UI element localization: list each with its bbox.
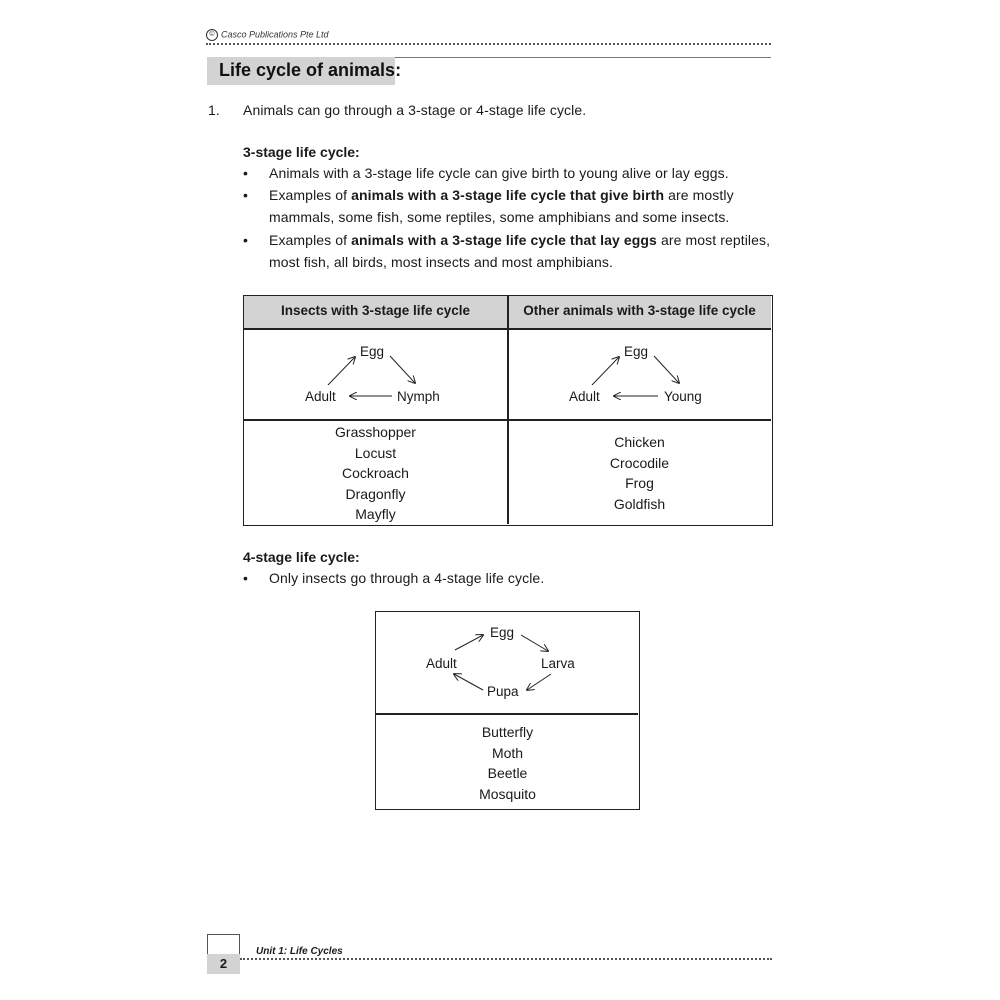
b2-bold: animals with a 3-stage life cycle that give birth: [351, 187, 665, 203]
list-item: Moth: [491, 744, 524, 761]
arrow-adult-to-egg: [455, 635, 483, 650]
cycle-egg: Egg: [360, 344, 385, 359]
table-header-other: Other animals with 3-stage life cycle: [508, 296, 771, 328]
list-item: Crocodile: [609, 454, 670, 471]
bullet-icon: •: [243, 570, 249, 586]
cycle-adult: Adult: [426, 656, 457, 671]
arrow-pupa-to-adult: [454, 674, 483, 690]
cycle-larva: Larva: [541, 656, 575, 671]
b3-bold: animals with a 3-stage life cycle that lay eggs: [351, 232, 657, 248]
list-item: Butterfly: [481, 724, 534, 740]
b2-pre: Examples of: [269, 187, 352, 203]
list-item: Chicken: [614, 434, 665, 450]
copyright-icon: ©: [206, 29, 218, 41]
arrow-larva-to-pupa: [527, 674, 551, 690]
list-item: Grasshopper: [335, 424, 416, 440]
bullet-icon: •: [243, 232, 249, 248]
bullet-icon: •: [243, 165, 249, 181]
cycle-egg: Egg: [624, 344, 649, 359]
footer-divider: [240, 958, 772, 960]
list-item: Mayfly: [355, 506, 396, 522]
cycle-young: Young: [664, 389, 702, 404]
list-item: Beetle: [487, 765, 528, 781]
list-item: Frog: [625, 475, 654, 491]
three-stage-bullet-3-line2: most fish, all birds, most insects and most amphibians.: [269, 254, 613, 270]
three-stage-bullet-1: Animals with a 3-stage life cycle can give birth to young alive or lay eggs.: [269, 165, 729, 181]
b3-pre: Examples of: [269, 232, 352, 248]
arrow-egg-to-nymph: [390, 356, 415, 383]
table-header-insects: Insects with 3-stage life cycle: [244, 296, 507, 328]
cycle-pupa: Pupa: [487, 684, 519, 699]
unit-label: Unit 1: Life Cycles: [256, 946, 343, 957]
b3-post: are most reptiles,: [656, 232, 771, 248]
cycle-adult: Adult: [569, 389, 600, 404]
list-item: Locust: [354, 444, 397, 461]
point-text: Animals can go through a 3-stage or 4-stage life cycle.: [243, 102, 587, 118]
four-stage-bullet-1: Only insects go through a 4-stage life cycle.: [269, 570, 545, 586]
arrow-egg-to-larva: [521, 635, 548, 651]
three-stage-bullet-2-line2: mammals, some fish, some reptiles, some amphibians and some insects.: [269, 209, 730, 225]
cycle-egg: Egg: [490, 625, 515, 640]
b2-post: are mostly: [664, 187, 734, 203]
list-item: Cockroach: [342, 465, 409, 481]
cycle-adult: Adult: [305, 389, 336, 404]
arrow-adult-to-egg: [328, 357, 355, 385]
bullet-icon: •: [243, 187, 249, 203]
arrow-adult-to-egg: [592, 357, 619, 385]
four-stage-title: 4-stage life cycle:: [243, 549, 360, 565]
arrow-egg-to-young: [654, 356, 679, 383]
three-stage-title: 3-stage life cycle:: [243, 144, 360, 160]
cycle-nymph: Nymph: [397, 389, 440, 404]
section-title: Life cycle of animals:: [219, 60, 402, 80]
list-item: Dragonfly: [345, 485, 406, 502]
list-item: Goldfish: [613, 495, 666, 512]
page-number: 2: [207, 954, 240, 974]
point-number: 1.: [208, 102, 220, 118]
publisher-name: Casco Publications Pte Ltd: [221, 29, 329, 40]
list-item: Mosquito: [479, 785, 536, 802]
